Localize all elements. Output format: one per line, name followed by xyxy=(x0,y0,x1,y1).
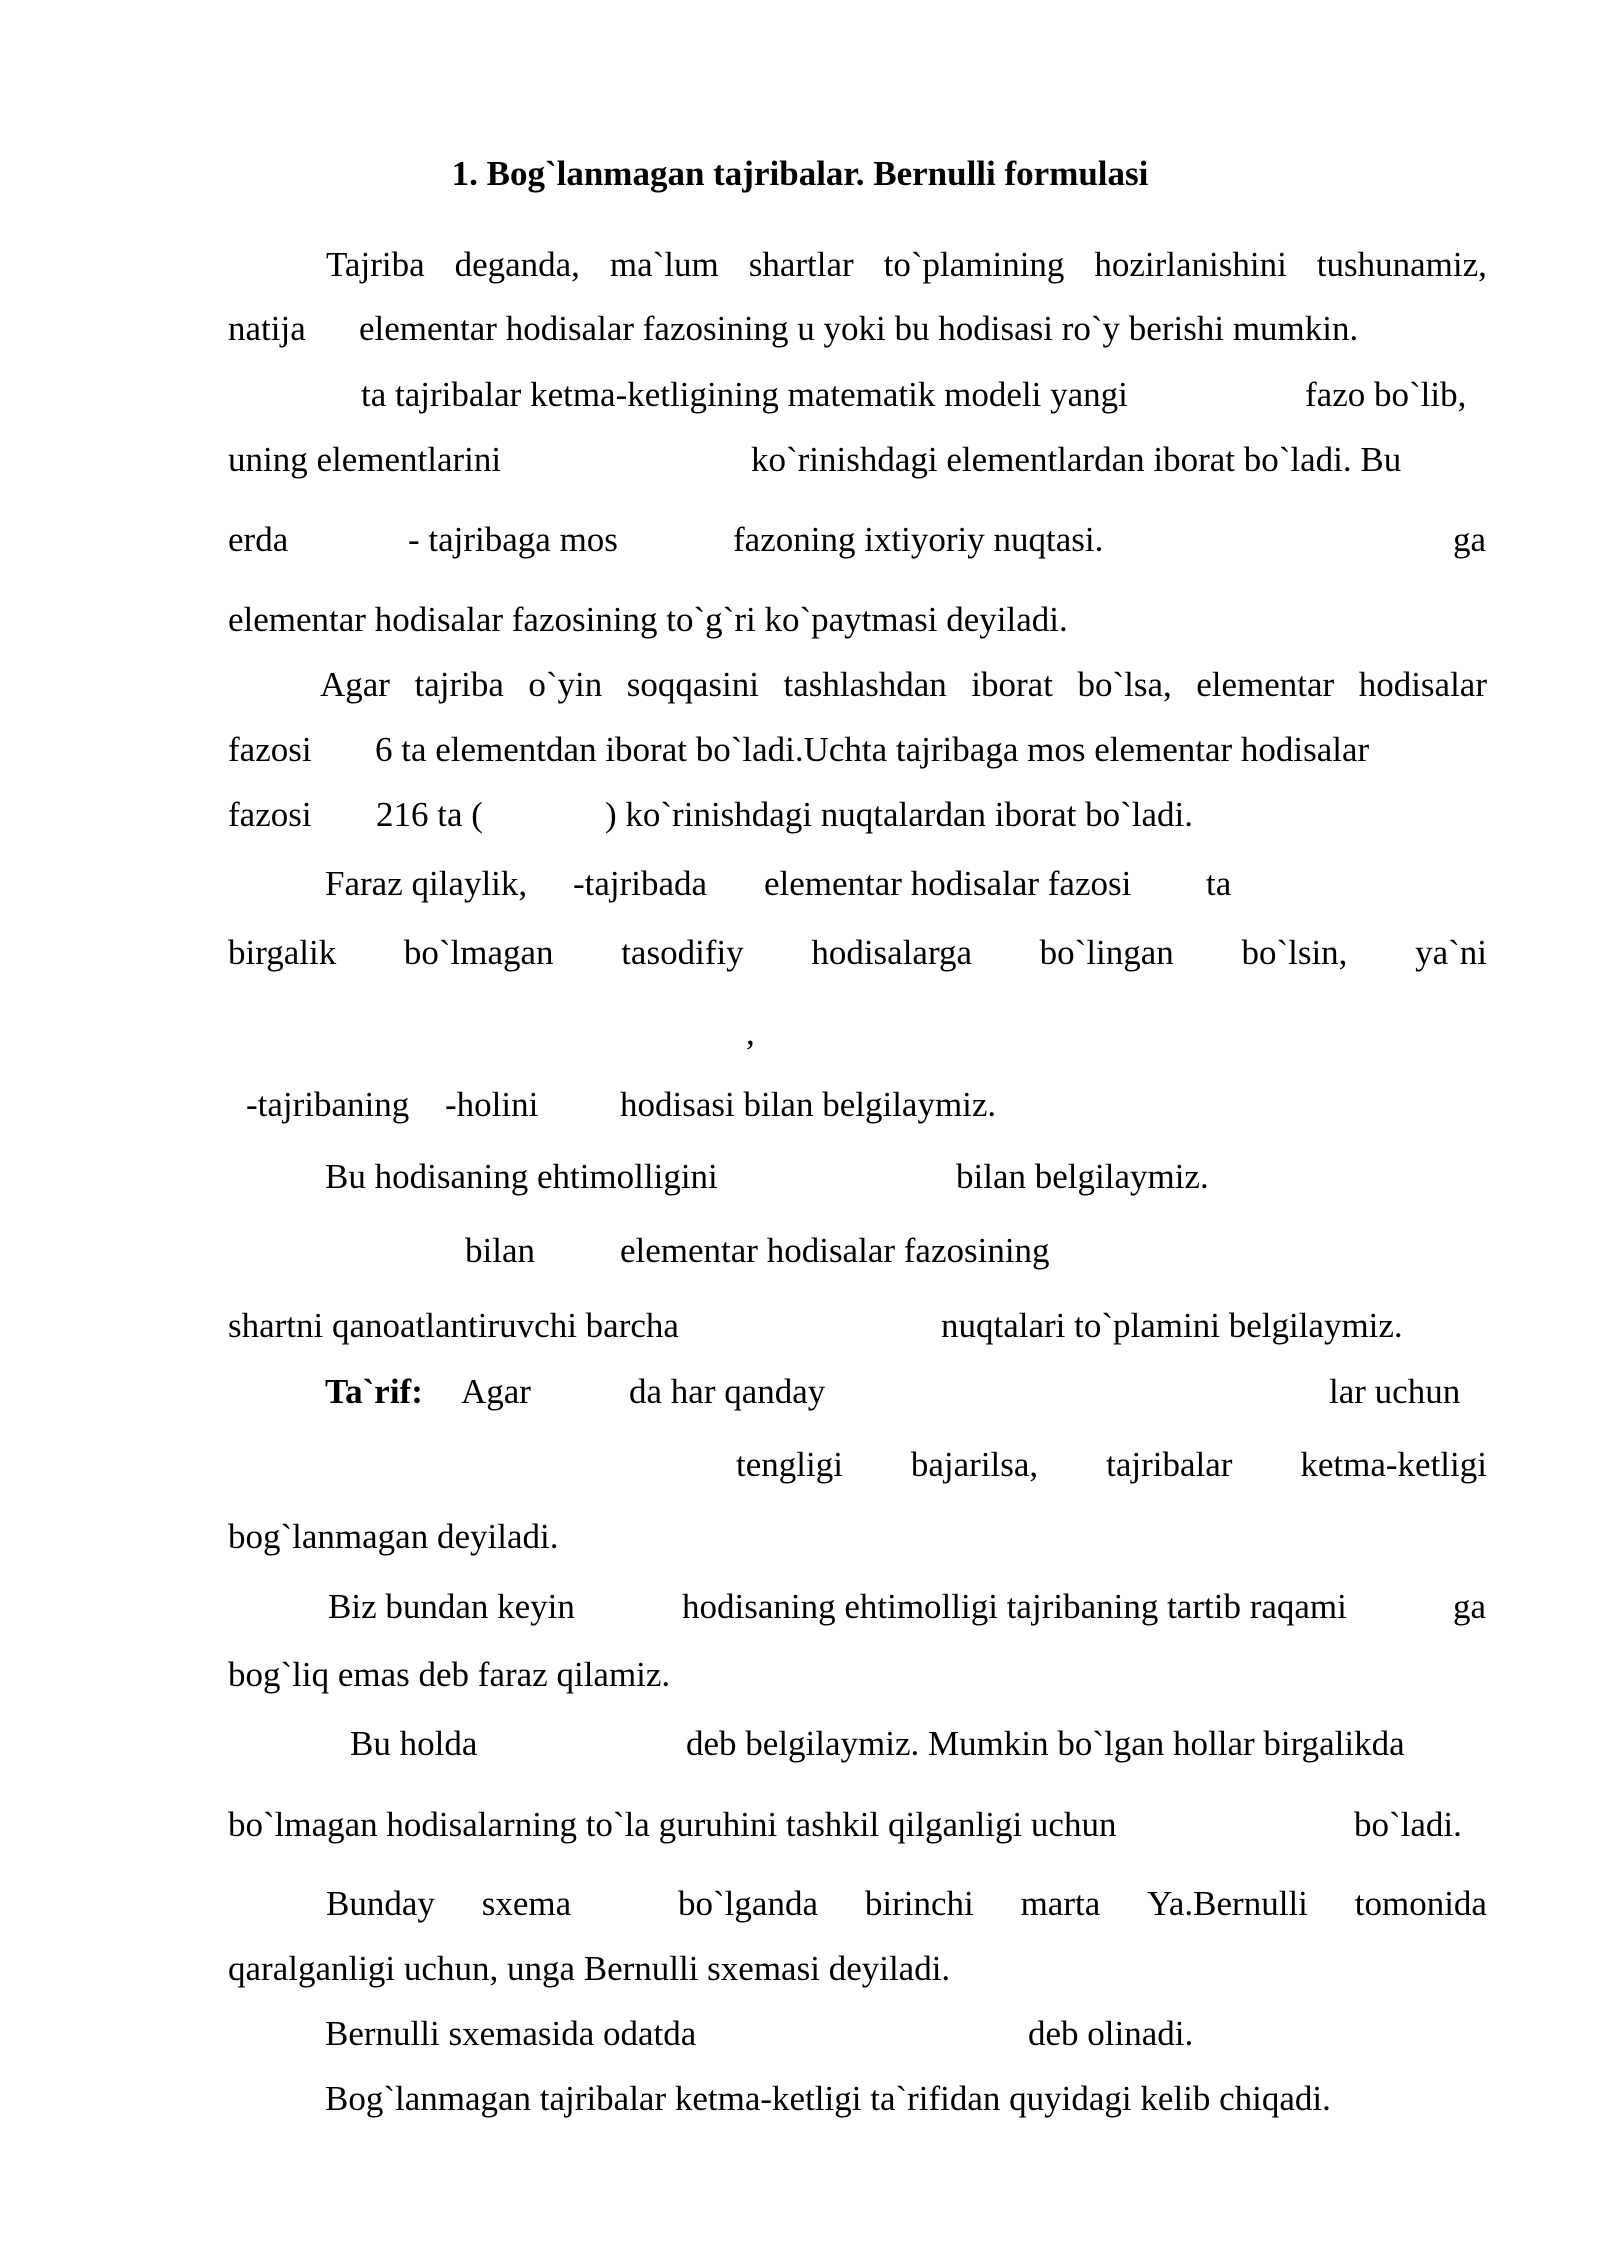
text-fragment: hodisalarga xyxy=(811,933,973,972)
text-fragment: ta xyxy=(1206,864,1232,903)
text-fragment: Faraz qilaylik, xyxy=(325,864,528,903)
text-fragment: o`yin xyxy=(528,665,603,704)
text-fragment: Agar xyxy=(461,1372,531,1411)
text-fragment: birgalik xyxy=(228,933,337,972)
text-fragment: tengligi xyxy=(736,1445,843,1484)
text-fragment: soqqasini xyxy=(626,665,759,704)
text-line xyxy=(228,1229,1487,1273)
text-fragment: -tajribada xyxy=(573,864,708,903)
text-fragment: Bernulli sxemasida odatda xyxy=(325,2014,697,2053)
definition-label: Ta`rif: xyxy=(325,1372,423,1411)
text-line xyxy=(320,663,1487,707)
text-fragment: birinchi xyxy=(864,1884,974,1923)
text-fragment: lar uchun xyxy=(1329,1372,1461,1411)
text-fragment: da har qanday xyxy=(629,1372,826,1411)
text-line xyxy=(228,307,1487,351)
text-fragment: fazosi xyxy=(228,795,312,834)
text-fragment: elementar hodisalar fazosining u yoki bu hodisasi ro`y berishi mumkin. xyxy=(359,309,1359,348)
text-line xyxy=(228,1947,1487,1991)
text-fragment: bog`lanmagan deyiladi. xyxy=(228,1517,559,1556)
text-fragment: ko`rinishdagi elementlardan iborat bo`ladi. Bu xyxy=(751,440,1402,479)
text-fragment: elementar xyxy=(1196,665,1335,704)
text-line xyxy=(228,1155,1487,1199)
text-fragment: to`plamining xyxy=(883,245,1065,284)
text-fragment: deb belgilaymiz. Mumkin bo`lgan hollar birgalikda xyxy=(686,1724,1405,1763)
text-fragment: 216 ta ( xyxy=(376,795,483,834)
text-line xyxy=(228,373,1487,417)
text-line xyxy=(228,1083,1487,1127)
text-fragment: bo`lganda xyxy=(678,1884,818,1923)
text-fragment: erda xyxy=(228,520,289,559)
text-fragment: shartni qanoatlantiruvchi barcha xyxy=(228,1306,679,1345)
text-fragment: natija xyxy=(228,309,306,348)
text-fragment: shartlar xyxy=(748,245,854,284)
text-line xyxy=(736,1443,1487,1487)
text-fragment: fazoning ixtiyoriy nuqtasi. xyxy=(733,520,1104,559)
text-line xyxy=(228,1722,1487,1766)
text-line xyxy=(228,1011,1487,1055)
text-fragment: - tajribaga mos xyxy=(408,520,618,559)
text-fragment: bo`ladi. xyxy=(1354,1805,1462,1844)
text-fragment: tomonida xyxy=(1354,1884,1487,1923)
text-fragment: Tajriba xyxy=(326,245,425,284)
text-fragment: ma`lum xyxy=(609,245,719,284)
text-line xyxy=(228,793,1487,837)
text-fragment: bilan xyxy=(465,1231,535,1270)
text-line xyxy=(228,2012,1487,2056)
text-line xyxy=(228,2077,1487,2121)
text-fragment: Bu holda xyxy=(350,1724,478,1763)
text-line xyxy=(228,438,1487,482)
text-line xyxy=(228,862,1487,906)
text-fragment: elementar hodisalar fazosining xyxy=(620,1231,1050,1270)
text-line xyxy=(228,1370,1487,1414)
text-fragment: deb olinadi. xyxy=(1028,2014,1194,2053)
text-line xyxy=(228,1515,1487,1559)
text-fragment: elementar hodisalar fazosi xyxy=(764,864,1132,903)
text-fragment: tajribalar xyxy=(1106,1445,1233,1484)
text-line xyxy=(228,1803,1487,1847)
text-fragment: fazo bo`lib, xyxy=(1305,375,1467,414)
text-fragment: iborat xyxy=(971,665,1053,704)
text-fragment: ga xyxy=(1453,520,1487,559)
text-fragment: elementar hodisalar fazosining to`g`ri ko`paytmasi deyiladi. xyxy=(228,600,1068,639)
text-line xyxy=(228,931,1487,975)
text-fragment: ketma-ketligi xyxy=(1300,1445,1487,1484)
text-line xyxy=(228,728,1487,772)
text-fragment: tushunamiz, xyxy=(1316,245,1487,284)
text-line xyxy=(228,598,1487,642)
text-line xyxy=(228,518,1487,562)
text-fragment: bo`lsin, xyxy=(1241,933,1348,972)
text-fragment: ya`ni xyxy=(1415,933,1487,972)
text-line xyxy=(228,1304,1487,1348)
text-fragment: tajriba xyxy=(414,665,504,704)
page-title: 1. Bog`lanmagan tajribalar. Bernulli formulasi xyxy=(451,154,1149,193)
text-fragment: bilan belgilaymiz. xyxy=(956,1157,1209,1196)
text-line xyxy=(228,1585,1487,1629)
text-fragment: -holini xyxy=(445,1085,539,1124)
text-fragment: bajarilsa, xyxy=(910,1445,1039,1484)
text-fragment: hozirlanishini xyxy=(1094,245,1287,284)
text-fragment: ga xyxy=(1453,1587,1487,1626)
text-fragment: deganda, xyxy=(454,245,580,284)
text-fragment: bo`lsa, xyxy=(1077,665,1172,704)
text-fragment: 6 ta elementdan iborat bo`ladi.Uchta tajribaga mos elementar hodisalar xyxy=(375,730,1370,769)
text-fragment: Ya.Bernulli xyxy=(1147,1884,1308,1923)
text-fragment: Bunday xyxy=(326,1884,435,1923)
text-fragment: Bog`lanmagan tajribalar ketma-ketligi ta`rifidan quyidagi kelib chiqadi. xyxy=(325,2079,1331,2118)
text-fragment: sxema xyxy=(481,1884,572,1923)
text-fragment: ) ko`rinishdagi nuqtalardan iborat bo`ladi. xyxy=(605,795,1194,834)
text-line xyxy=(326,1882,1487,1926)
text-fragment: uning elementlarini xyxy=(228,440,502,479)
text-fragment: hodisasi bilan belgilaymiz. xyxy=(620,1085,997,1124)
text-fragment: hodisaning ehtimolligi tajribaning tartib raqami xyxy=(682,1587,1347,1626)
text-fragment: -tajribaning xyxy=(246,1085,410,1124)
text-fragment: bo`lingan xyxy=(1039,933,1174,972)
text-fragment: tashlashdan xyxy=(783,665,947,704)
text-line xyxy=(326,243,1487,287)
text-fragment: fazosi xyxy=(228,730,312,769)
text-fragment: ta tajribalar ketma-ketligining matematik modeli yangi xyxy=(361,375,1128,414)
text-line xyxy=(228,1653,1487,1697)
text-fragment: bo`lmagan hodisalarning to`la guruhini tashkil qilganligi uchun xyxy=(228,1805,1117,1844)
text-fragment: Agar xyxy=(320,665,390,704)
text-fragment: nuqtalari to`plamini belgilaymiz. xyxy=(941,1306,1403,1345)
text-fragment: bo`lmagan xyxy=(403,933,554,972)
text-fragment: marta xyxy=(1020,1884,1101,1923)
text-fragment: Biz bundan keyin xyxy=(328,1587,575,1626)
text-fragment: Bu hodisaning ehtimolligini xyxy=(325,1157,718,1196)
text-fragment: , xyxy=(746,1013,755,1052)
text-fragment: qaralganligi uchun, unga Bernulli sxemasi deyiladi. xyxy=(228,1949,951,1988)
text-fragment: tasodifiy xyxy=(621,933,744,972)
text-fragment: bog`liq emas deb faraz qilamiz. xyxy=(228,1655,671,1694)
text-fragment: hodisalar xyxy=(1358,665,1487,704)
